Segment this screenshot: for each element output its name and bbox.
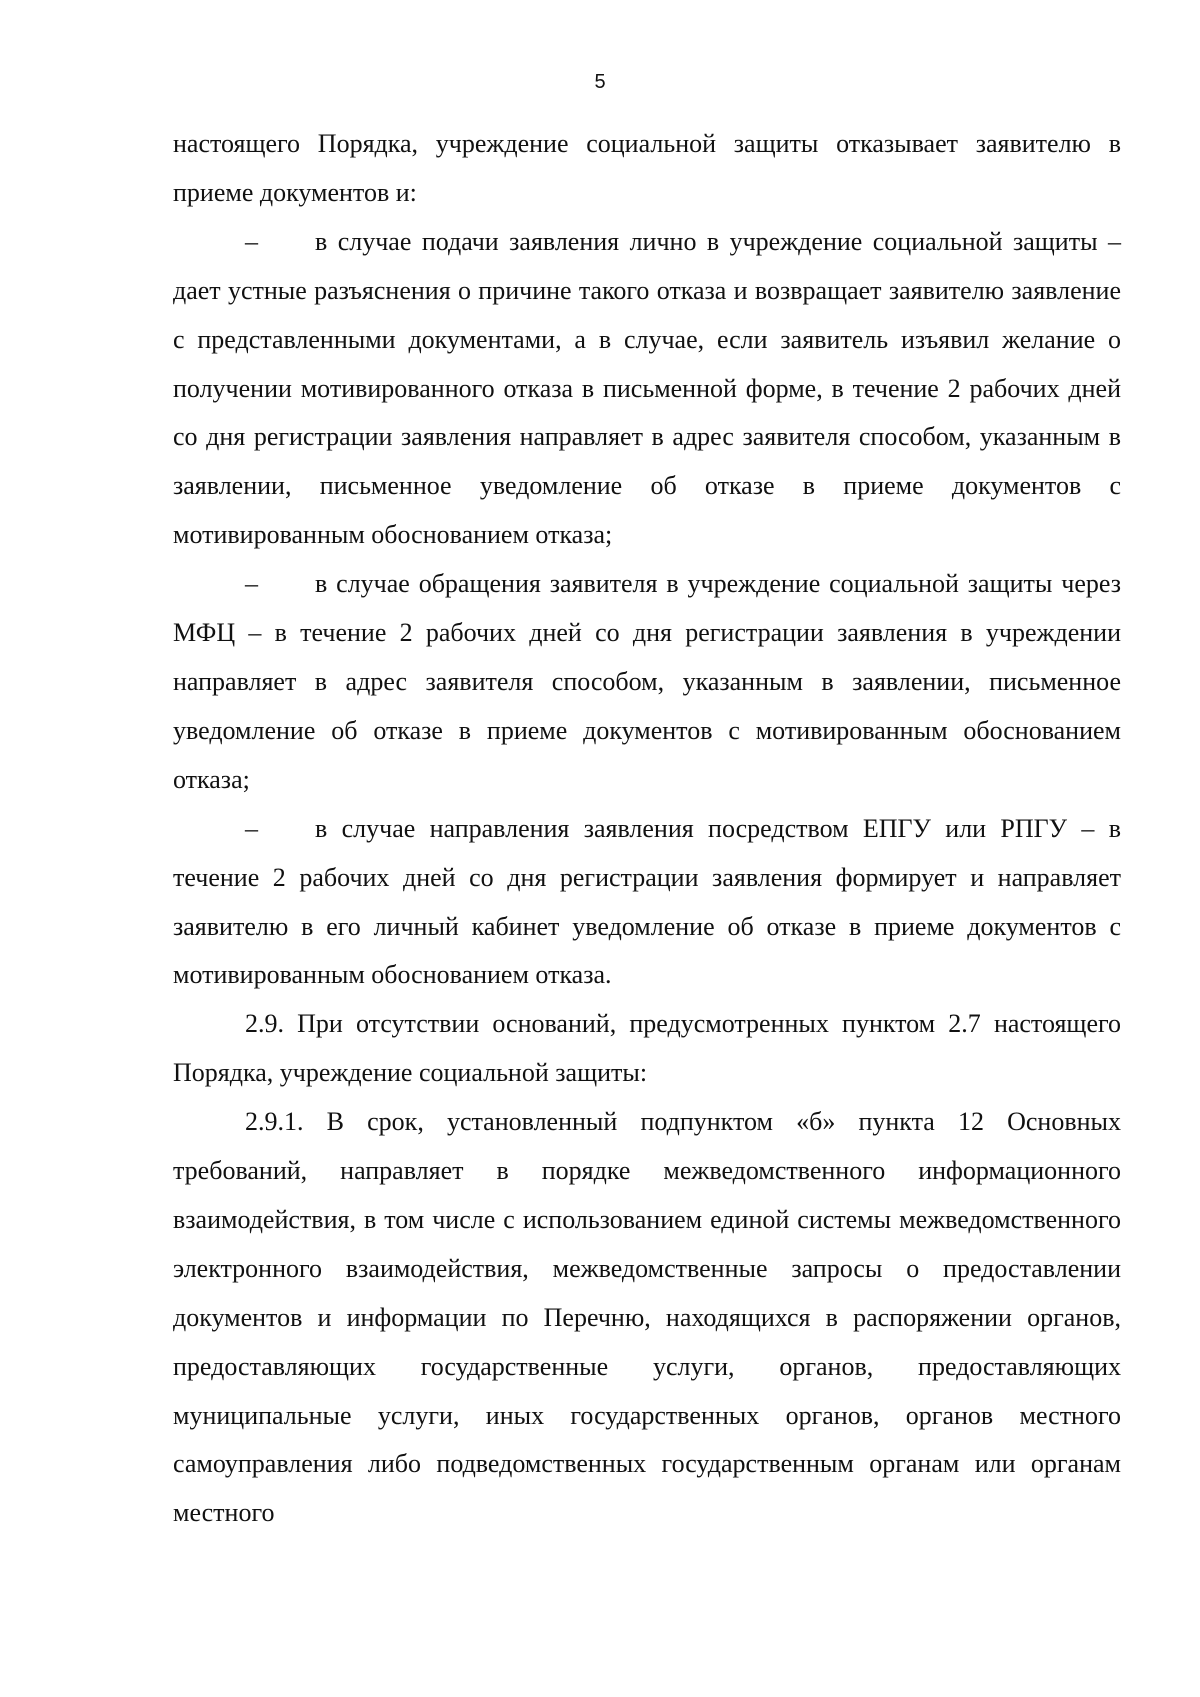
page-number: 5 [594,71,606,93]
list-item-dash-3 [173,805,1121,1001]
list-item-text: в случае обращения заявителя в учреждение социальной защиты через МФЦ – в течение 2 рабочих дней со дня регистрации заявления в учреждении направляет в адрес заявителя способом, указанным в заявлении, письменное уведомление об отказе в приеме документов с мотивированным обоснованием отказа; [173,569,1121,794]
dash-marker: – [245,813,258,843]
list-item-dash-2 [173,560,1121,805]
paragraph-continuation: настоящего Порядка, учреждение социальной защиты отказывает заявителю в приеме документов и: [173,129,1121,207]
document-body [173,120,1121,1538]
list-item-dash-1 [173,218,1121,560]
list-item-text: в случае подачи заявления лично в учреждение социальной защиты – дает устные разъяснения о причине такого отказа и возвращает заявителю заявление с представленными документами, а в случае, если заявитель изъявил желание о получении мотивированного отказа в письменной форме, в течение 2 рабочих дней со дня регистрации заявления направляет в адрес заявителя способом, указанным в заявлении, письменное уведомление об отказе в приеме документов с мотивированным обоснованием отказа; [173,226,1121,550]
dash-marker: – [245,226,258,256]
clause-2-9-1: 2.9.1. В срок, установленный подпунктом «б» пункта 12 Основных требований, направляет в порядке межведомственного информационного взаимодействия, в том числе с использованием единой системы межведомственного электронного взаимодействия, межведомственные запросы о предоставлении документов и информации по Перечню, находящихся в распоряжении органов, предоставляющих государственные услуги, органов, предоставляющих муниципальные услуги, иных государственных органов, органов местного самоуправления либо подведомственных государственным органам или органам местного [173,1107,1121,1528]
list-item-text: в случае направления заявления посредством ЕПГУ или РПГУ – в течение 2 рабочих дней со дня регистрации заявления формирует и направляет заявителю в его личный кабинет уведомление об отказе в приеме документов с мотивированным обоснованием отказа. [173,813,1121,990]
dash-marker: – [245,569,258,599]
clause-2-9: 2.9. При отсутствии оснований, предусмотренных пунктом 2.7 настоящего Порядка, учреждение социальной защиты: [173,1009,1121,1088]
